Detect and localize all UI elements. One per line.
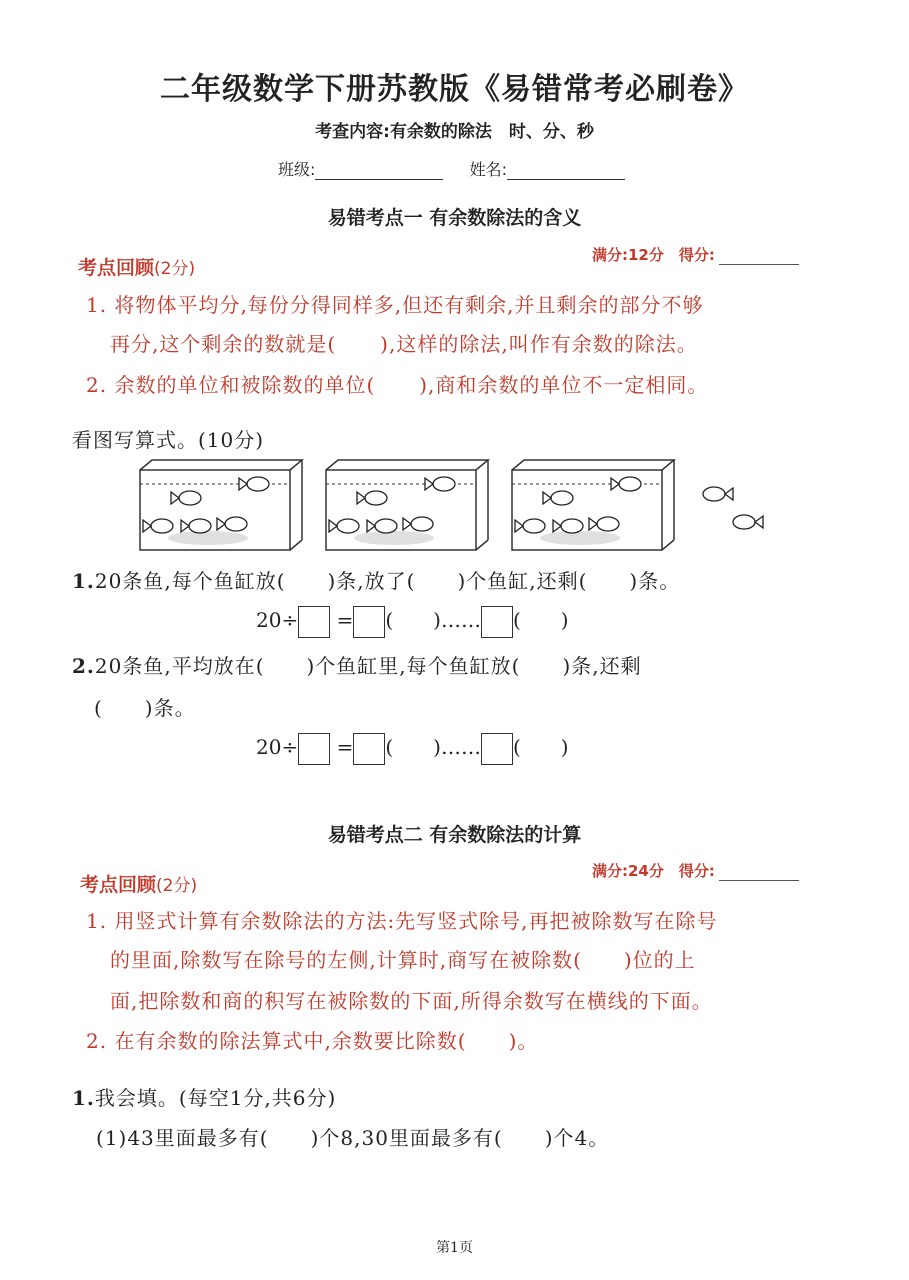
fish-icon <box>143 519 173 533</box>
section1-review-title <box>78 253 195 280</box>
section2-score-blank[interactable] <box>719 866 799 881</box>
page-title: 二年级数学下册苏教版《易错常考必刷卷》 <box>160 72 749 107</box>
section2-score-label: 满分:24分 得分: <box>592 862 715 880</box>
fish-icon <box>553 519 583 533</box>
fish-icon <box>181 519 211 533</box>
section2-review-2: 2. 在有余数的除法算式中,余数要比除数( )。 <box>86 1029 539 1053</box>
fish-icon <box>329 519 359 533</box>
section1-review-1b: 再分,这个剩余的数就是( <box>110 332 337 356</box>
section2-review-points: (2分) <box>156 876 198 896</box>
fish-icon <box>733 515 763 529</box>
section2-score <box>592 860 799 881</box>
equation-2-box-remainder[interactable] <box>481 733 513 765</box>
fish-icon <box>217 517 247 531</box>
equation-2-box-quotient[interactable] <box>353 733 385 765</box>
fish-icon <box>515 519 545 533</box>
section1-review-points: (2分) <box>154 259 196 279</box>
section2-heading: 易错考点二 有余数除法的计算 <box>327 824 582 846</box>
fish-icon <box>171 491 201 505</box>
equation-2-box-divisor[interactable] <box>298 733 330 765</box>
class-label: 班级: <box>278 160 316 179</box>
name-blank[interactable] <box>507 163 625 180</box>
equation-2-equals: = <box>336 735 354 759</box>
class-name-row <box>278 157 625 180</box>
section2-question-1 <box>72 1082 336 1111</box>
fish-icon <box>425 477 455 491</box>
section1-review-2b: ),商和余数的单位不一定相同。 <box>419 373 709 397</box>
equation-2-dots: …… <box>440 735 481 759</box>
question-2-text-a: 20条鱼,平均放在( )个鱼缸里,每个鱼缸放( )条,还剩 <box>94 654 642 678</box>
equation-2-paren-1[interactable]: ( ) <box>385 735 441 759</box>
page-subtitle: 考查内容:有余数的除法 时、分、秒 <box>315 122 594 142</box>
section1-score <box>592 244 799 265</box>
page-number: 第1页 <box>436 1240 473 1256</box>
fish-icon <box>403 517 433 531</box>
fish-icon <box>543 491 573 505</box>
equation-1 <box>256 604 569 638</box>
section1-review-2 <box>86 369 708 398</box>
question-1-text: 20条鱼,每个鱼缸放( )条,放了( )个鱼缸,还剩( )条。 <box>94 569 681 593</box>
question-2-number: 2. <box>72 654 95 678</box>
equation-2-start: 20÷ <box>256 735 299 759</box>
section1-review-2a: 2. 余数的单位和被除数的单位( <box>86 373 376 397</box>
section2-question-1-text: 我会填。(每空1分,共6分) <box>94 1086 337 1110</box>
equation-1-start: 20÷ <box>256 608 299 632</box>
fish-icon <box>703 487 733 501</box>
class-blank[interactable] <box>315 163 443 180</box>
section1-heading: 易错考点一 有余数除法的含义 <box>327 207 582 229</box>
section1-review-label: 考点回顾 <box>78 257 155 279</box>
fish-icon <box>589 517 619 531</box>
section2-review-title <box>80 870 197 897</box>
section2-question-1-sub1: (1)43里面最多有( )个8,30里面最多有( )个4。 <box>96 1126 610 1150</box>
equation-2 <box>256 731 569 765</box>
fish-icon <box>611 477 641 491</box>
task-instruction: 看图写算式。(10分) <box>72 428 265 452</box>
fish-tanks-illustration <box>138 456 778 556</box>
fish-icon <box>367 519 397 533</box>
equation-1-box-divisor[interactable] <box>298 606 330 638</box>
section2-question-1-number: 1. <box>72 1086 95 1110</box>
equation-1-paren-2[interactable]: ( ) <box>512 608 569 632</box>
equation-1-box-remainder[interactable] <box>481 606 513 638</box>
section2-review-1c: 面,把除数和商的积写在被除数的下面,所得余数写在横线的下面。 <box>110 989 713 1013</box>
section1-review-1b-line <box>110 328 698 357</box>
question-1 <box>72 565 680 594</box>
section1-score-blank[interactable] <box>719 250 799 265</box>
equation-1-equals: = <box>336 608 354 632</box>
equation-2-paren-2[interactable]: ( ) <box>512 735 569 759</box>
equation-1-box-quotient[interactable] <box>353 606 385 638</box>
section1-review-1a: 1. 将物体平均分,每份分得同样多,但还有剩余,并且剩余的部分不够 <box>86 293 704 317</box>
equation-1-dots: …… <box>440 608 481 632</box>
question-2-text-b: ( )条。 <box>94 696 196 720</box>
section2-review-1a: 1. 用竖式计算有余数除法的方法:先写竖式除号,再把被除数写在除号 <box>86 909 718 933</box>
fish-icon <box>357 491 387 505</box>
name-label: 姓名: <box>469 160 507 179</box>
section1-score-label: 满分:12分 得分: <box>592 246 715 264</box>
fish-icon <box>239 477 269 491</box>
section2-review-label: 考点回顾 <box>80 874 157 896</box>
question-1-number: 1. <box>72 569 95 593</box>
question-2 <box>72 650 642 679</box>
section1-review-1c: ),这样的除法,叫作有余数的除法。 <box>380 332 698 356</box>
section2-review-1b: 的里面,除数写在除号的左侧,计算时,商写在被除数( )位的上 <box>110 948 696 972</box>
equation-1-paren-1[interactable]: ( ) <box>385 608 441 632</box>
